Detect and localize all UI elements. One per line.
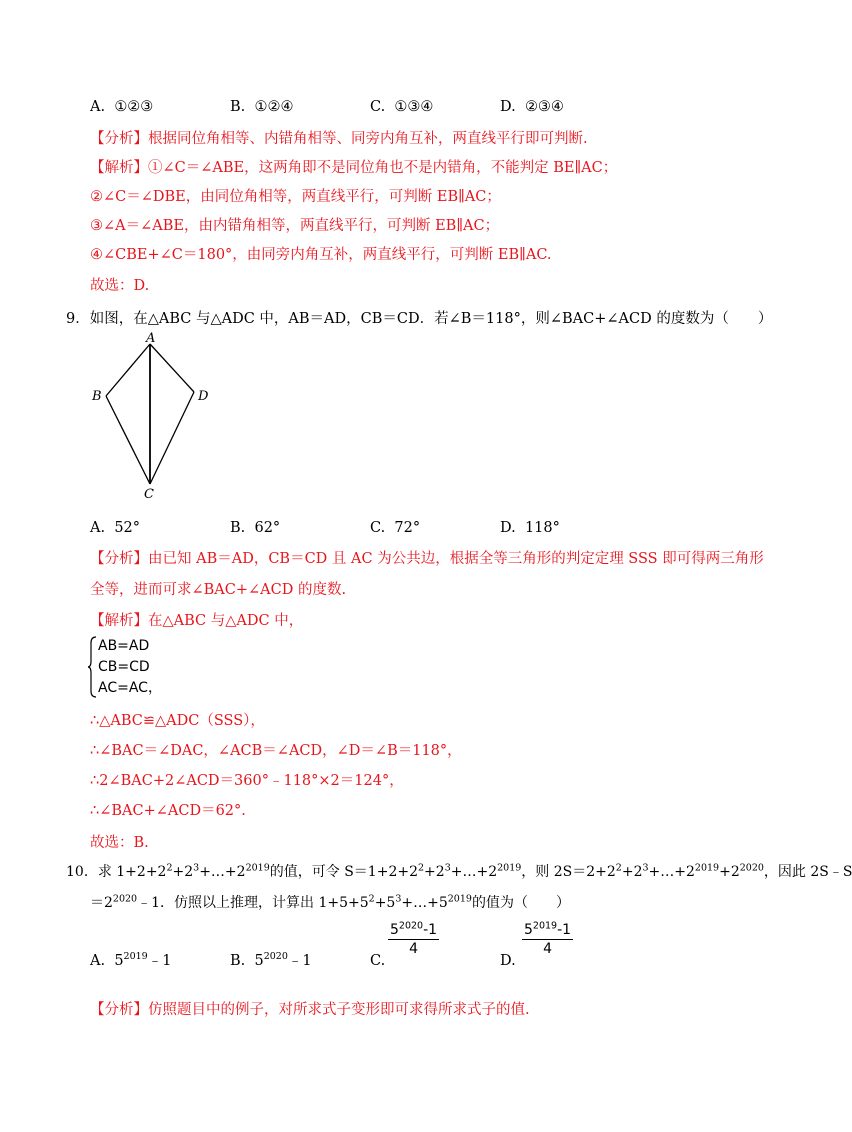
q9-answer: 故选：B.: [90, 835, 149, 851]
q10-option-d-letter: D.: [500, 953, 516, 969]
q10-line2: $=2^{2020}﹣1$．仿照以上推理，计算出 $1+5+5^2+5^3+\dots+5^{2019}$的值为（ ）: [90, 893, 570, 911]
q9-option-d: D. 118°: [500, 520, 560, 536]
segment-bc: [106, 396, 150, 484]
q10-option-a: A. $5^{2019}﹣1$: [90, 951, 172, 969]
q10-option-c-letter: C.: [370, 953, 386, 969]
system-eq3: AC=AC，: [98, 680, 162, 696]
q8-option-d: D. ②③④: [500, 99, 564, 115]
q10-line1: 10．求 $1+2+2^2+2^3+\dots+2^{2019}$的值，可令 $S=1+2+2^2+2^3+\dots+2^{2019}$，则 $2S=2+2^2+2^3+\dots+2^{2019}+2^{2020}$，因此 2S﹣S: [66, 862, 852, 880]
q9-option-b: B. 62°: [230, 520, 281, 536]
segment-dc: [150, 392, 194, 484]
q8-solution-step3: ③∠A＝∠ABE，由内错角相等，两直线平行，可判断 EB∥AC；: [90, 218, 500, 234]
q9-step1: ∴△ABC≌△ADC（SSS），: [90, 713, 265, 729]
q10-option-d-fraction: $\frac{5^{2019}-1}{4}$: [524, 920, 572, 957]
q8-option-b: B. ①②④: [230, 99, 294, 115]
q9-step2: ∴∠BAC＝∠DAC，∠ACB＝∠ACD，∠D＝∠B＝118°，: [90, 743, 462, 759]
q9-figure: [86, 330, 222, 502]
q9-option-c: C. 72°: [370, 520, 421, 536]
system-eq1: AB=AD: [98, 638, 150, 654]
q8-solution-step4: ④∠CBE+∠C＝180°，由同旁内角互补，两直线平行，可判断 EB∥AC.: [90, 247, 552, 263]
q8-option-a: A. ①②③: [90, 99, 154, 115]
q10-option-c-fraction: $\frac{5^{2020}-1}{4}$: [390, 920, 438, 957]
q10-option-b: B. $5^{2020}﹣1$: [230, 951, 312, 969]
vertex-label-a: A: [146, 331, 156, 346]
q8-solution-step2: ②∠C＝∠DBE，由同位角相等，两直线平行，可判断 EB∥AC；: [90, 189, 501, 205]
q9-question: 9．如图，在△ABC 与△ADC 中，AB＝AD，CB＝CD．若∠B＝118°，则∠BAC+∠ACD 的度数为（ ）: [66, 311, 773, 327]
q9-step4: ∴∠BAC+∠ACD＝62°.: [90, 803, 246, 819]
q9-solution-intro: 【解析】在△ABC 与△ADC 中，: [90, 613, 304, 629]
vertex-label-b: B: [92, 389, 102, 404]
q9-option-a: A. 52°: [90, 520, 141, 536]
segment-ad: [150, 344, 194, 392]
system-brace: [88, 636, 98, 698]
q9-analysis-line1: 【分析】由已知 AB＝AD，CB＝CD 且 AC 为公共边，根据全等三角形的判定定理 SSS 即可得两三角形: [90, 551, 764, 567]
system-eq2: CB=CD: [98, 659, 150, 675]
q10-analysis: 【分析】仿照题目中的例子，对所求式子变形即可求得所求式子的值.: [90, 1002, 530, 1018]
q9-step3: ∴2∠BAC+2∠ACD＝360°﹣118°×2＝124°，: [90, 773, 404, 789]
q8-answer: 故选：D.: [90, 278, 150, 294]
q8-analysis: 【分析】根据同位角相等、内错角相等、同旁内角互补，两直线平行即可判断.: [90, 131, 588, 147]
segment-ab: [106, 344, 150, 396]
vertex-label-d: D: [198, 389, 209, 404]
q8-option-c: C. ①③④: [370, 99, 434, 115]
q9-analysis-line2: 全等，进而可求∠BAC+∠ACD 的度数.: [90, 582, 347, 598]
q8-solution-step1: 【解析】①∠C＝∠ABE，这两角即不是同位角也不是内错角，不能判定 BE∥AC；: [90, 160, 618, 176]
vertex-label-c: C: [144, 487, 154, 502]
